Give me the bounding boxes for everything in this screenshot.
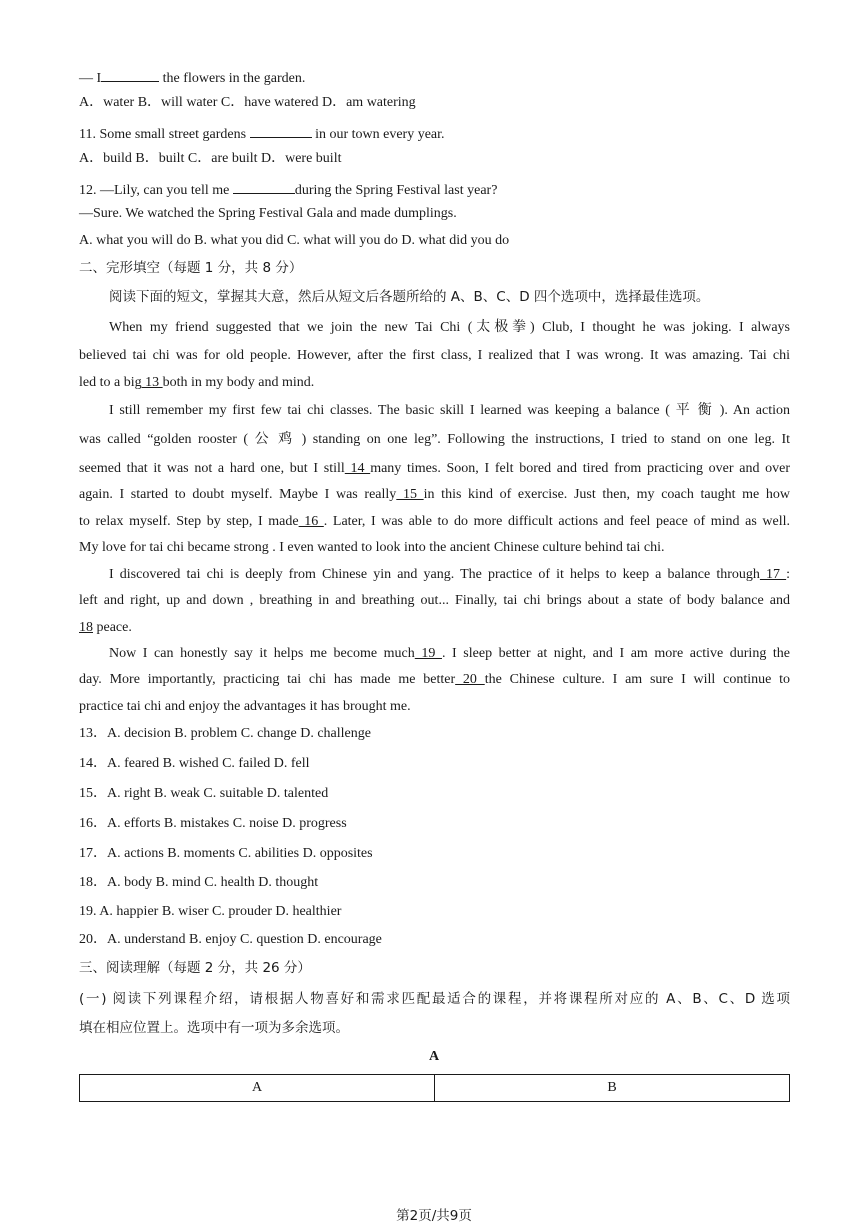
option-line-20: 20．A. understand B. enjoy C. question D. encourage bbox=[79, 932, 382, 947]
passage-text: : bbox=[786, 567, 791, 582]
passage-p1-line1: When my friend suggested that we join the new Tai Chi (太极拳) Club, I thought he was joking. I always bbox=[109, 320, 790, 335]
blank-16: 16 bbox=[298, 514, 324, 529]
passage-p2-line5 bbox=[79, 513, 790, 531]
blank-14: 14 bbox=[344, 461, 371, 476]
q12-reply: —Sure. We watched the Spring Festival Gala and made dumplings. bbox=[79, 206, 457, 221]
blank-19: 19 bbox=[414, 646, 442, 661]
passage-text: in this kind of exercise. Just then, my coach taught me how bbox=[423, 487, 791, 502]
passage-p1-line2: believed tai chi was for old people. However, after the first class, I realized that I was wrong. It was amazing. Tai chi bbox=[79, 348, 790, 363]
q11-blank bbox=[250, 123, 312, 138]
passage-text: many times. Soon, I felt bored and tired from practicing over and over bbox=[370, 461, 791, 476]
q10-blank bbox=[101, 67, 159, 82]
option-line-14: 14．A. feared B. wished C. failed D. fell bbox=[79, 756, 310, 771]
passage-p3-line3 bbox=[79, 619, 132, 637]
q11-stem-text: 11. Some small street gardens bbox=[79, 127, 250, 142]
passage-p2-line2: was called “golden rooster ( 公 鸡 ) standing on one leg”. Following the instructions, I tried to stand on one leg. It bbox=[79, 432, 790, 447]
q12-stem-text: 12. —Lily, can you tell me bbox=[79, 183, 233, 198]
q10-stem-text-end: the flowers in the garden. bbox=[159, 71, 306, 86]
passage-text: both in my body and mind. bbox=[162, 375, 315, 390]
passage-text: led to a big bbox=[79, 375, 142, 390]
page-number: 第2页/共9页 bbox=[396, 1208, 472, 1224]
q12-stem-text-end: during the Spring Festival last year? bbox=[294, 183, 498, 198]
table-row bbox=[80, 1075, 790, 1102]
blank-17: 17 bbox=[759, 567, 787, 582]
blank-13: 13 bbox=[141, 375, 163, 390]
q10-options: A．water B．will water C．have watered D．am watering bbox=[79, 95, 416, 110]
passage-p2-line1: I still remember my first few tai chi classes. The basic skill I learned was keeping a balance ( 平 衡 ). An action bbox=[109, 403, 790, 418]
section2-instruction: 阅读下面的短文，掌握其大意，然后从短文后各题所给的 A、B、C、D 四个选项中，选择最佳选项。 bbox=[109, 289, 710, 305]
passage-p4-line2 bbox=[79, 671, 790, 689]
blank-18: 18 bbox=[79, 620, 93, 635]
passage-p3-line2: left and right, up and down , breathing in and breathing out... Finally, tai chi brings about a state of body balance and bbox=[79, 593, 790, 608]
table-header-a: A bbox=[80, 1075, 435, 1102]
q11-stem-text-end: in our town every year. bbox=[311, 127, 445, 142]
q10-stem-text: — I bbox=[79, 71, 102, 86]
q10-stem bbox=[79, 67, 305, 88]
table-header-b: B bbox=[435, 1075, 790, 1102]
q12-stem bbox=[79, 179, 497, 200]
table-title: A bbox=[428, 1049, 440, 1064]
passage-p2-line6: My love for tai chi became strong . I even wanted to look into the ancient Chinese culture behind tai chi. bbox=[79, 540, 665, 555]
passage-text: peace. bbox=[93, 620, 132, 635]
option-line-13: 13．A. decision B. problem C. change D. challenge bbox=[79, 726, 371, 741]
passage-text: to relax myself. Step by step, I made bbox=[79, 514, 299, 529]
option-line-16: 16．A. efforts B. mistakes C. noise D. progress bbox=[79, 816, 347, 831]
passage-p4-line1 bbox=[109, 645, 790, 663]
passage-p4-line3: practice tai chi and enjoy the advantages it has brought me. bbox=[79, 699, 411, 714]
option-line-18: 18．A. body B. mind C. health D. thought bbox=[79, 875, 319, 890]
option-line-15: 15．A. right B. weak C. suitable D. talented bbox=[79, 786, 329, 801]
passage-text: again. I started to doubt myself. Maybe I was really bbox=[79, 487, 397, 502]
q12-options: A. what you will do B. what you did C. what will you do D. what did you do bbox=[79, 233, 510, 248]
passage-text: seemed that it was not a hard one, but I still bbox=[79, 461, 345, 476]
passage-text: the Chinese culture. I am sure I will continue to bbox=[484, 672, 790, 687]
section3-heading: 三、阅读理解（每题 2 分，共 26 分） bbox=[79, 960, 311, 976]
section3-instruction-line1: (一) 阅读下列课程介绍，请根据人物喜好和需求匹配最适合的课程，并将课程所对应的 A、B、C、D 选项 bbox=[79, 991, 790, 1007]
option-line-17: 17．A. actions B. moments C. abilities D. opposites bbox=[79, 846, 373, 861]
passage-p3-line1 bbox=[109, 566, 790, 584]
course-table bbox=[79, 1074, 790, 1102]
blank-20: 20 bbox=[455, 672, 485, 687]
option-line-19: 19. A. happier B. wiser C. prouder D. healthier bbox=[79, 904, 342, 919]
q11-stem bbox=[79, 123, 445, 144]
passage-text: day. More importantly, practicing tai chi has made me better bbox=[79, 672, 456, 687]
passage-text: . Later, I was able to do more difficult actions and feel peace of mind as well. bbox=[323, 514, 790, 529]
passage-p1-line3 bbox=[79, 374, 314, 392]
passage-text: . I sleep better at night, and I am more active during the bbox=[441, 646, 791, 661]
passage-text: Now I can honestly say it helps me become much bbox=[109, 646, 415, 661]
section2-heading: 二、完形填空（每题 1 分，共 8 分） bbox=[79, 260, 303, 276]
section3-instruction-line2: 填在相应位置上。选项中有一项为多余选项。 bbox=[79, 1020, 349, 1036]
q11-options: A．build B．built C．are built D．were built bbox=[79, 151, 342, 166]
passage-p2-line3 bbox=[79, 460, 790, 478]
blank-15: 15 bbox=[396, 487, 424, 502]
passage-p2-line4 bbox=[79, 486, 790, 504]
passage-text: I discovered tai chi is deeply from Chinese yin and yang. The practice of it helps to keep a balance through bbox=[109, 567, 760, 582]
q12-blank bbox=[233, 179, 295, 194]
